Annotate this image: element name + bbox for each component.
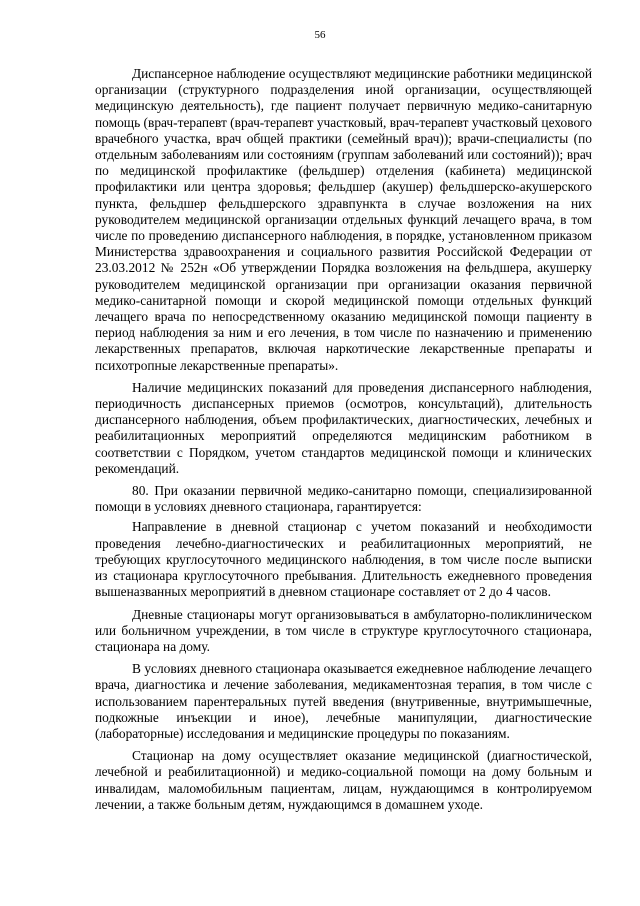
paragraph-day-hospital-services: В условиях дневного стационара оказывается ежедневное наблюдение лечащего врача, диагностика и лечение заболевания, медикаментозная терапия, в том числе с использованием парентеральных путей введения (внутривенные, внутримышечные, подкожные инъекции и иное), лечебные манипуляции, диагностические (лабораторные) исследования и медицинские процедуры по показаниям.: [95, 661, 592, 741]
page-number: 56: [314, 29, 326, 41]
paragraph-medical-indications: Наличие медицинских показаний для проведения диспансерного наблюдения, периодичность диспансерных приемов (осмотров, консультаций), длительность диспансерного наблюдения, объем профилактических, диагностических, лечебных и реабилитационных мероприятий определяются медицинским работником в соответствии с Порядком, учетом стандартов медицинской помощи и клинических рекомендаций.: [95, 379, 592, 476]
paragraph-item-80: 80. При оказании первичной медико-санитарно помощи, специализированной помощи в условиях дневного стационара, гарантируется:: [95, 483, 592, 515]
document-body: [95, 66, 592, 813]
paragraph-day-hospital-organization: Дневные стационары могут организовываться в амбулаторно-поликлиническом или больничном учреждении, в том числе в структуре круглосуточного стационара, стационара на дому.: [95, 606, 592, 654]
paragraph-day-hospital-referral: Направление в дневной стационар с учетом показаний и необходимости проведения лечебно-диагностических и реабилитационных мероприятий, не требующих круглосуточного медицинского наблюдения, в том числе после выписки из стационара круглосуточного пребывания. Длительность ежедневного проведения вышеназванных мероприятий в дневном стационаре составляет от 2 до 4 часов.: [95, 519, 592, 600]
paragraph-dispensary-observation: Диспансерное наблюдение осуществляют медицинские работники медицинской организации (структурного подразделения иной организации, осуществляющей медицинскую деятельность), где пациент получает первичную медико-санитарную помощь (врач-терапевт (врач-терапевт участковый, врач-терапевт участковый цехового врачебного участка, врач общей практики (семейный врач)); врачи-специалисты (по отдельным заболеваниям или состояниям (группам заболеваний или состояний)); врач по медицинской профилактике (фельдшер) отделения (кабинета) медицинской профилактики или центра здоровья; фельдшер (акушер) фельдшерско-акушерского пункта, фельдшер фельдшерского здравпункта в случае возложения на них руководителем медицинской организации отдельных функций лечащего врача, в том числе по проведению диспансерного наблюдения, в порядке, установленном приказом Министерства здравоохранения и социального развития Российской Федерации от 23.03.2012 № 252н «Об утверждении Порядка возложения на фельдшера, акушерку руководителем медицинской организации при организации оказания первичной медико-санитарной помощи и скорой медицинской помощи отдельных функций лечащего врача по непосредственному оказанию медицинской помощи пациенту в период наблюдения за ним и его лечения, в том числе по назначению и применению лекарственных препаратов, включая наркотические лекарственные препараты и психотропные лекарственные препараты».: [95, 66, 592, 373]
paragraph-home-hospital: Стационар на дому осуществляет оказание медицинской (диагностической, лечебной и реабилитационной) и медико-социальной помощи на дому больным и инвалидам, маломобильным пациентам, лицам, нуждающимся в контролируемом лечении, а также больным детям, нуждающимся в домашнем уходе.: [95, 748, 592, 812]
